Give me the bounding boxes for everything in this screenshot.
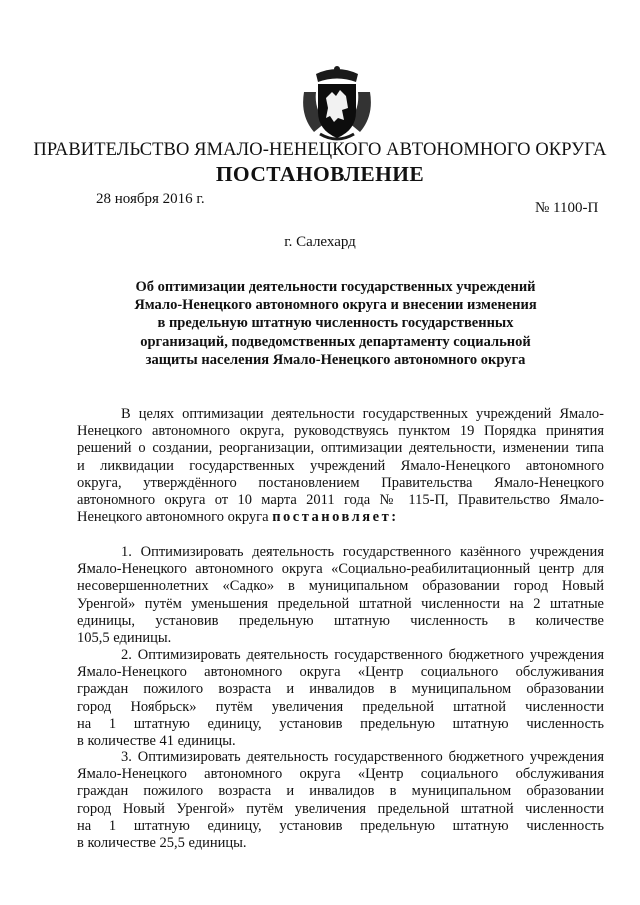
paragraph-line: несовершеннолетних «Садко» в муниципальном образовании город Новый — [77, 578, 604, 595]
subject-line: в предельную штатную численность государственных — [157, 315, 514, 332]
document-number: № 1100-П — [535, 200, 599, 216]
document-city: г. Салехард — [284, 234, 356, 250]
paragraph-line: Ямало-Ненецкого автономного округа «Центр социального обслуживания — [77, 664, 604, 681]
paragraph-line: в количестве 25,5 единицы. — [77, 834, 247, 851]
paragraph-line: 2. Оптимизировать деятельность государственного бюджетного учреждения — [121, 647, 604, 663]
paragraph-line — [77, 509, 604, 526]
paragraph-line: 105,5 единицы. — [77, 629, 172, 646]
paragraph-line: город Ноябрьск» путём увеличения предельной штатной численности — [77, 698, 604, 715]
paragraph-line: 1. Оптимизировать деятельность государственного казённого учреждения — [121, 544, 604, 560]
organization-name: ПРАВИТЕЛЬСТВО ЯМАЛО-НЕНЕЦКОГО АВТОНОМНОГО ОКРУГА — [33, 140, 607, 160]
paragraph-line: граждан пожилого возраста и инвалидов в муниципальном образовании — [77, 681, 604, 698]
subject-line: Об оптимизации деятельности государственных учреждений — [135, 279, 536, 295]
subject-line: организаций, подведомственных департаменту социальной — [140, 333, 531, 350]
paragraph-line: на 1 штатную единицу, установив предельную штатную численность — [77, 715, 604, 732]
intro-last-text: Ненецкого автономного округа — [77, 509, 273, 526]
document-date: 28 ноября 2016 г. — [96, 191, 205, 207]
paragraph-line: округа, утверждённого постановлением Правительства Ямало-Ненецкого — [77, 474, 604, 491]
item-1-paragraph — [77, 544, 604, 647]
paragraph-line: решений о создании, реорганизации, оптимизации деятельности, изменении типа — [77, 440, 604, 457]
paragraph-line: и ликвидации государственных учреждений Ямало-Ненецкого автономного — [77, 457, 604, 474]
paragraph-line: Уренгой» путём уменьшения предельной штатной численности на 2 штатные — [77, 595, 604, 612]
paragraph-line: 3. Оптимизировать деятельность государственного бюджетного учреждения — [121, 749, 604, 765]
paragraph-line: Ненецкого автономного округа, руководствуясь пунктом 19 Порядка принятия — [77, 423, 604, 440]
document-type: ПОСТАНОВЛЕНИЕ — [215, 162, 425, 186]
item-2-paragraph — [77, 647, 604, 750]
item-3-paragraph — [77, 749, 604, 852]
document-subject — [108, 278, 563, 369]
paragraph-line: в количестве 41 единицы. — [77, 732, 236, 749]
paragraph-line: В целях оптимизации деятельности государственных учреждений Ямало- — [121, 406, 604, 422]
subject-line: защиты населения Ямало-Ненецкого автономного округа — [145, 351, 526, 368]
decree-word: постановляет: — [272, 509, 399, 526]
paragraph-line: Ямало-Ненецкого автономного округа «Социально-реабилитационный центр для — [77, 561, 604, 578]
paragraph-line: автономного округа от 10 марта 2011 года № 115-П, Правительство Ямало- — [77, 491, 604, 508]
coat-of-arms-icon — [296, 62, 378, 144]
paragraph-line: граждан пожилого возраста и инвалидов в муниципальном образовании — [77, 783, 604, 800]
paragraph-line: на 1 штатную единицу, установив предельную штатную численность — [77, 817, 604, 834]
subject-line: Ямало-Ненецкого автономного округа и внесении изменения — [134, 297, 537, 314]
preamble-paragraph — [77, 406, 604, 526]
paragraph-line: Ямало-Ненецкого автономного округа «Центр социального обслуживания — [77, 766, 604, 783]
paragraph-line: город Новый Уренгой» путём увеличения предельной штатной численности — [77, 800, 604, 817]
paragraph-line: единицы, установив предельную штатную численность в количестве — [77, 612, 604, 629]
